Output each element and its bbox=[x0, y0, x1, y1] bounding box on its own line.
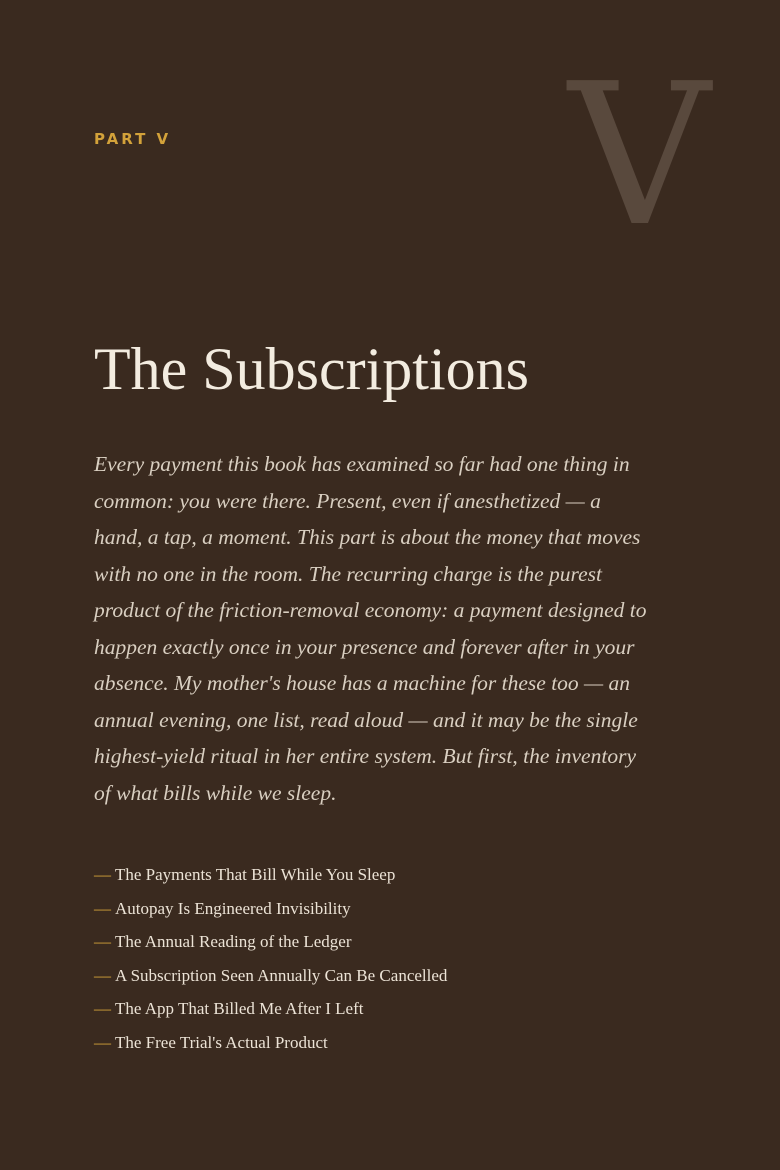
toc-dash: — bbox=[94, 965, 111, 985]
toc-item[interactable] bbox=[94, 892, 447, 926]
toc-item[interactable] bbox=[94, 858, 447, 892]
toc-item-label: The Payments That Bill While You Sleep bbox=[115, 865, 396, 884]
part-numeral: V bbox=[568, 42, 710, 270]
intro-paragraph: Every payment this book has examined so far had one thing in common: you were there. Present, even if anesthetized — a hand, a tap, a moment. This part is about the money that moves with no one in the room. The recurring charge is the purest product of the friction-removal economy: a payment designed to happen exactly once in your presence and forever after in your absence. My mother's house has a machine for these too — an annual evening, one list, read aloud — and it may be the single highest-yield ritual in her entire system. But first, the inventory of what bills while we sleep. bbox=[94, 452, 647, 805]
chapter-title: The Subscriptions bbox=[94, 336, 529, 402]
toc-dash: — bbox=[94, 932, 111, 951]
toc-item-label: A Subscription Seen Annually Can Be Cancelled bbox=[115, 965, 448, 985]
toc-item-label: The Annual Reading of the Ledger bbox=[115, 932, 352, 951]
toc-item[interactable] bbox=[94, 925, 447, 959]
toc-item[interactable] bbox=[94, 959, 447, 993]
toc-item[interactable] bbox=[94, 992, 447, 1026]
toc-dash: — bbox=[94, 865, 111, 884]
toc-dash: — bbox=[94, 999, 111, 1018]
toc-item-label: Autopay Is Engineered Invisibility bbox=[115, 898, 351, 918]
toc-item[interactable] bbox=[94, 1026, 447, 1060]
part-label: PART V bbox=[94, 130, 172, 148]
toc-item-label: The Free Trial's Actual Product bbox=[115, 1032, 328, 1052]
toc-item-label: The App That Billed Me After I Left bbox=[115, 999, 364, 1018]
table-of-contents bbox=[94, 858, 447, 1059]
toc-dash: — bbox=[94, 1032, 111, 1052]
toc-dash: — bbox=[94, 898, 111, 918]
